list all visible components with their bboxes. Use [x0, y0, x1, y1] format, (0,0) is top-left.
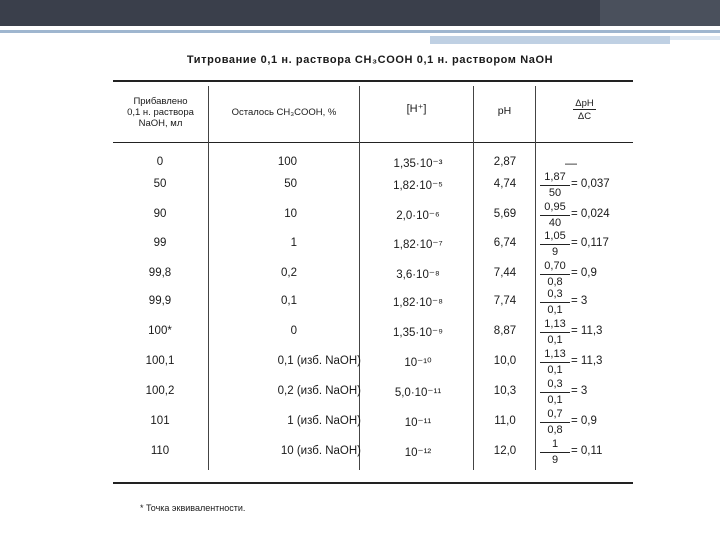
slide-accent-line: [0, 30, 720, 33]
fraction: [540, 260, 570, 289]
header-dph-den: ΔC: [577, 111, 592, 122]
slide-accent-block: [430, 36, 670, 44]
cell-added-ml: 90: [153, 208, 167, 220]
fraction-numerator: 0,3: [540, 378, 570, 393]
header-dph-dc: [536, 98, 633, 123]
cell-remaining: 0,1: [281, 295, 297, 307]
fraction-denominator: 0,1: [547, 304, 563, 316]
fraction: [540, 378, 570, 407]
dash-mark: —: [565, 156, 577, 170]
fraction-denominator: 40: [548, 217, 562, 229]
cell-ph: 8,87: [493, 325, 517, 337]
cell-remaining: 0: [290, 325, 297, 337]
header-h-concentration: [H⁺]: [406, 103, 427, 115]
cell-dph-dc: [537, 438, 633, 466]
cell-added-ml: 99,9: [148, 295, 172, 307]
cell-dph-dc: [537, 378, 633, 406]
cell-added-ml: 100,2: [145, 385, 175, 397]
header-added-line: Прибавлено: [133, 96, 188, 107]
header-added-line: NaOH, мл: [138, 118, 183, 129]
cell-h: 1,82·10⁻⁸: [393, 297, 443, 309]
fraction-result: = 0,9: [571, 415, 597, 427]
fraction-result: = 3: [571, 385, 588, 397]
cell-remaining: 0,2: [281, 267, 297, 279]
fraction-result: = 0,024: [571, 208, 610, 220]
cell-h: 1,82·10⁻⁷: [393, 239, 443, 251]
header-dph-num: ΔpH: [575, 98, 594, 109]
cell-dph-dc: [537, 260, 633, 288]
fraction: [540, 201, 570, 230]
cell-remaining: 10 (изб. NaOH): [280, 445, 361, 457]
cell-ph: 7,74: [493, 295, 517, 307]
cell-added-ml: 0: [156, 156, 164, 168]
cell-ph: 12,0: [493, 445, 517, 457]
cell-ph: 10,3: [493, 385, 517, 397]
fraction-numerator: 0,70: [540, 260, 570, 275]
fraction-result: = 0,037: [571, 178, 610, 190]
cell-h: 1,35·10⁻⁹: [393, 327, 443, 339]
fraction: [540, 318, 570, 347]
column-divider: [359, 86, 360, 470]
cell-dph-dc: [537, 348, 633, 376]
cell-h: 10⁻¹¹: [404, 417, 432, 429]
fraction: [540, 171, 570, 200]
cell-ph: 10,0: [493, 355, 517, 367]
fraction-denominator: 0,8: [547, 424, 563, 436]
fraction-numerator: 1,05: [540, 230, 570, 245]
fraction: [540, 288, 570, 317]
cell-dph-dc: [537, 408, 633, 436]
cell-remaining: 0,1 (изб. NaOH): [277, 355, 361, 367]
cell-added-ml: 100*: [148, 325, 172, 337]
fraction: [540, 348, 570, 377]
fraction: [540, 438, 570, 467]
fraction-result: = 11,3: [571, 355, 603, 367]
cell-h: 5,0·10⁻¹¹: [394, 387, 442, 399]
cell-h: 3,6·10⁻⁸: [396, 269, 440, 281]
fraction-numerator: 1,13: [540, 348, 570, 363]
fraction: [540, 230, 570, 259]
header-ph: pH: [497, 105, 512, 117]
cell-dph-dc: [537, 201, 633, 229]
fraction-result: = 0,9: [571, 267, 597, 279]
header-added-line: 0,1 н. раствора: [127, 107, 194, 118]
cell-remaining: 10: [284, 208, 297, 220]
fraction-denominator: 0,1: [547, 394, 563, 406]
cell-ph: 6,74: [493, 237, 517, 249]
table-title: Титрование 0,1 н. раствора CH₃COOH 0,1 н. раствором NaOH: [186, 54, 554, 66]
header-remaining: Осталось CH₃COOH, %: [231, 107, 337, 118]
fraction-numerator: 0,7: [540, 408, 570, 423]
fraction-denominator: 9: [551, 454, 559, 466]
cell-remaining: 0,2 (изб. NaOH): [277, 385, 361, 397]
fraction: [540, 408, 570, 437]
fraction-numerator: 1: [540, 438, 570, 453]
cell-added-ml: 101: [150, 415, 170, 427]
titration-table: [113, 80, 633, 484]
cell-dph-dc: [537, 318, 633, 346]
fraction-numerator: 1,13: [540, 318, 570, 333]
cell-dph-dc: [537, 288, 633, 316]
cell-added-ml: 50: [153, 178, 167, 190]
fraction-numerator: 1,87: [540, 171, 570, 186]
cell-dph-dc: [537, 230, 633, 258]
fraction-denominator: 0,1: [547, 364, 563, 376]
footnote: * Точка эквивалентности.: [140, 503, 246, 513]
cell-h: 1,35·10⁻³: [393, 158, 443, 170]
fraction-numerator: 0,3: [540, 288, 570, 303]
cell-added-ml: 99: [153, 237, 167, 249]
cell-ph: 11,0: [494, 415, 516, 427]
fraction-numerator: 0,95: [540, 201, 570, 216]
fraction-denominator: 9: [551, 246, 559, 258]
cell-remaining: 1 (изб. NaOH): [287, 415, 361, 427]
header-added: [113, 96, 208, 129]
cell-remaining: 100: [277, 156, 297, 168]
cell-h: 1,82·10⁻⁵: [393, 180, 443, 192]
cell-added-ml: 110: [150, 445, 170, 457]
cell-ph: 2,87: [493, 156, 517, 168]
fraction-result: = 11,3: [571, 325, 603, 337]
cell-ph: 4,74: [493, 178, 517, 190]
cell-dph-dc: [537, 171, 633, 199]
slide-accent-block-small: [670, 36, 720, 40]
cell-h: 10⁻¹⁰: [404, 357, 432, 369]
fraction-result: = 3: [571, 295, 588, 307]
fraction-denominator: 50: [548, 187, 562, 199]
cell-h: 2,0·10⁻⁶: [396, 210, 440, 222]
cell-added-ml: 99,8: [148, 267, 172, 279]
table-header-rule: [113, 142, 633, 143]
cell-remaining: 50: [284, 178, 297, 190]
cell-added-ml: 100,1: [145, 355, 175, 367]
fraction-result: = 0,117: [571, 237, 609, 249]
table-bottom-rule: [113, 482, 633, 484]
fraction-denominator: 0,1: [547, 334, 563, 346]
column-divider: [535, 86, 536, 470]
table-top-rule: [113, 80, 633, 82]
cell-remaining: 1: [290, 237, 297, 249]
cell-ph: 5,69: [493, 208, 517, 220]
fraction-denominator: 0,8: [547, 276, 563, 288]
cell-h: 10⁻¹²: [404, 447, 432, 459]
fraction-result: = 0,11: [571, 445, 603, 457]
slide-top-bar-accent: [600, 0, 720, 26]
column-divider: [473, 86, 474, 470]
cell-ph: 7,44: [493, 267, 517, 279]
